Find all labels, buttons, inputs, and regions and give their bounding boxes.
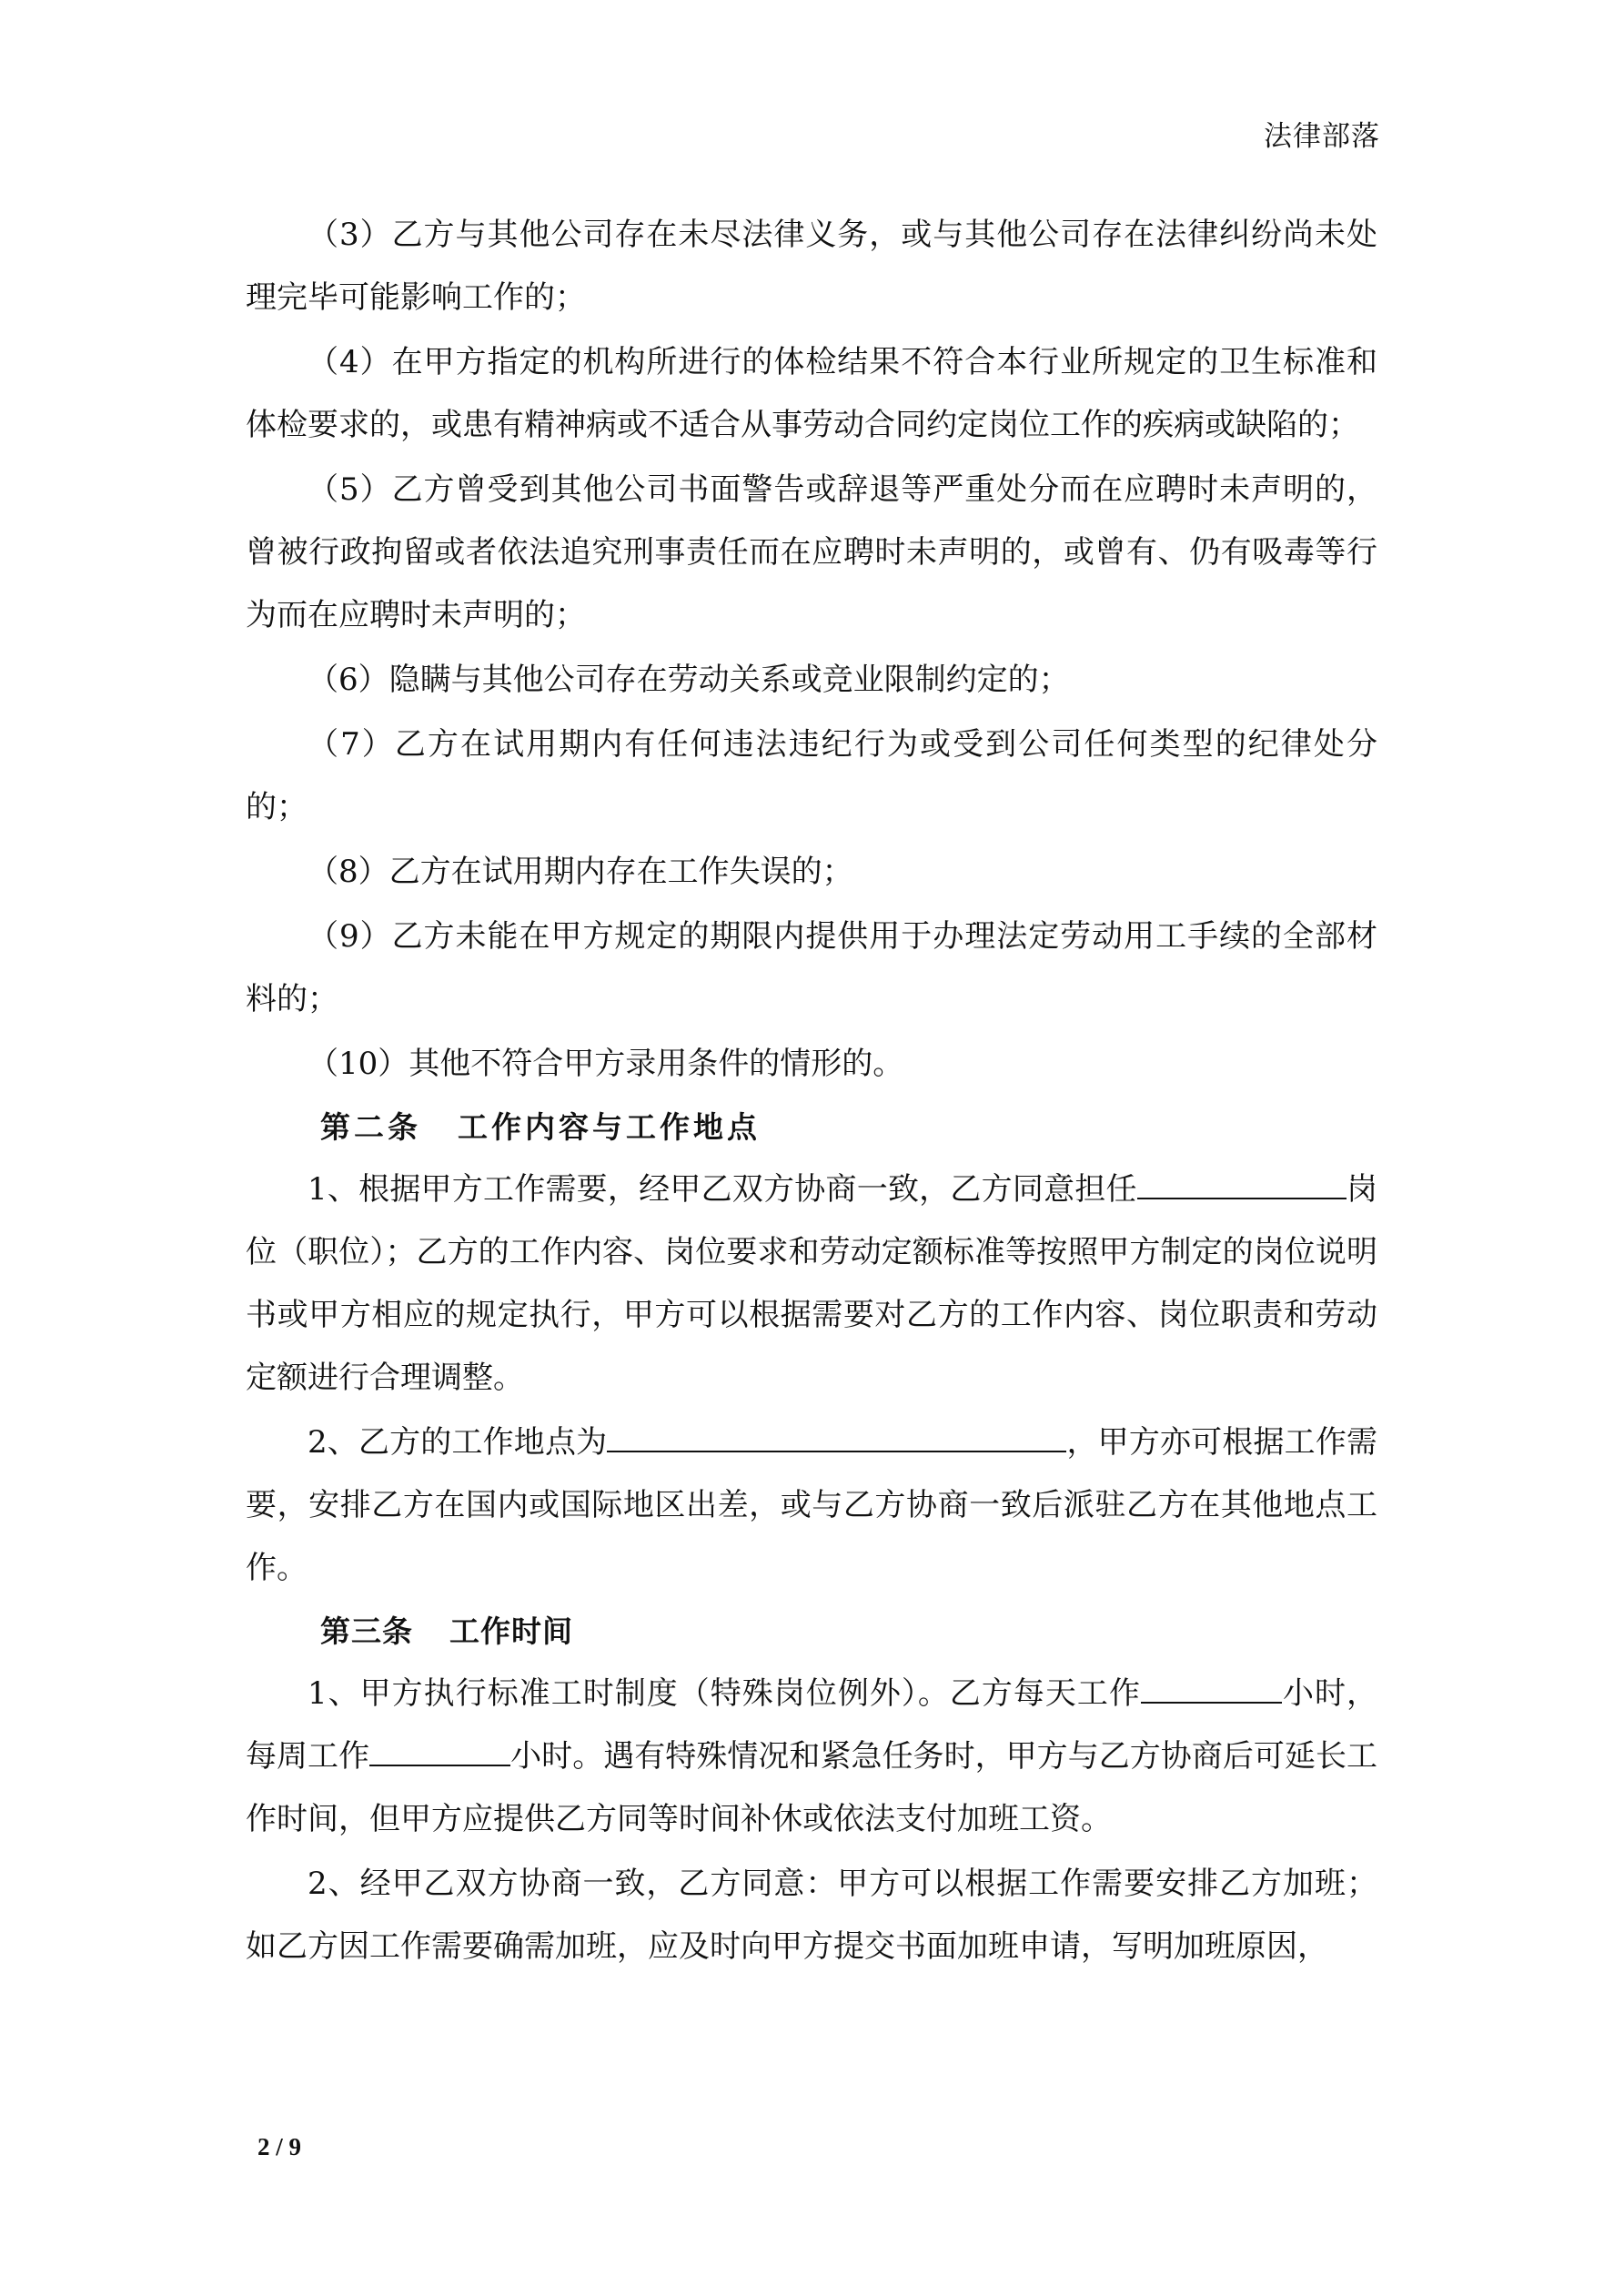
article-2-para-1 bbox=[246, 1158, 1377, 1410]
article-3-heading bbox=[246, 1600, 1377, 1663]
work-location-blank[interactable] bbox=[607, 1423, 1066, 1452]
page-number: 2 / 9 bbox=[257, 2133, 302, 2160]
document-body bbox=[246, 204, 1377, 1978]
list-item-6: （6）隐瞒与其他公司存在劳动关系或竞业限制约定的； bbox=[308, 662, 1070, 698]
article-2-heading bbox=[246, 1096, 1377, 1158]
header-brand: 法律部落 bbox=[1264, 120, 1380, 153]
article-2-para-1-text-b: 岗位（职位）；乙方的工作内容、岗位要求和劳动定额标准等按照甲方制定的岗位说明书或甲方相应的规定执行，甲方可以根据需要对乙方的工作内容、岗位职责和劳动定额进行合理调整。 bbox=[246, 1171, 1377, 1396]
article-3-title: 工作时间 bbox=[449, 1613, 573, 1649]
article-3-para-1-text-b: 小时，每周工作 bbox=[246, 1675, 1378, 1775]
article-3-para-1-text-c: 小时。遇有特殊情况和紧急任务时，甲方与乙方协商后可延长工作时间，但甲方应提供乙方同等时间补休或依法支付加班工资。 bbox=[246, 1738, 1377, 1837]
list-item-5: （5）乙方曾受到其他公司书面警告或辞退等严重处分而在应聘时未声明的，曾被行政拘留或者依法追究刑事责任而在应聘时未声明的，或曾有、仍有吸毒等行为而在应聘时未声明的； bbox=[246, 471, 1377, 633]
article-3-para-1-text-a: 1、甲方执行标准工时制度（特殊岗位例外）。乙方每天工作 bbox=[308, 1675, 1141, 1712]
list-item-7: （7）乙方在试用期内有任何违法违纪行为或受到公司任何类型的纪律处分的； bbox=[246, 726, 1377, 825]
list-item-8: （8）乙方在试用期内存在工作失误的； bbox=[308, 854, 853, 890]
position-blank[interactable] bbox=[1137, 1170, 1347, 1199]
daily-hours-blank[interactable] bbox=[1141, 1674, 1282, 1704]
article-2-title: 工作内容与工作地点 bbox=[458, 1109, 761, 1145]
article-2-para-1-text-a: 1、根据甲方工作需要，经甲乙双方协商一致，乙方同意担任 bbox=[308, 1171, 1137, 1208]
article-3-para-1 bbox=[246, 1663, 1377, 1851]
list-item-3: （3）乙方与其他公司存在未尽法律义务，或与其他公司存在法律纠纷尚未处理完毕可能影响工作的； bbox=[246, 217, 1377, 316]
article-2-para-2 bbox=[246, 1411, 1377, 1600]
weekly-hours-blank[interactable] bbox=[369, 1737, 510, 1766]
article-2-para-2-text-b: ，甲方亦可根据工作需要，安排乙方在国内或国际地区出差，或与乙方协商一致后派驻乙方在其他地点工作。 bbox=[246, 1424, 1377, 1586]
list-item-9: （9）乙方未能在甲方规定的期限内提供用于办理法定劳动用工手续的全部材料的； bbox=[246, 918, 1377, 1017]
article-2-para-2-text-a: 2、乙方的工作地点为 bbox=[308, 1424, 608, 1461]
article-2-number: 第二条 bbox=[320, 1109, 421, 1145]
article-3-para-2: 2、经甲乙双方协商一致，乙方同意：甲方可以根据工作需要安排乙方加班；如乙方因工作需要确需加班，应及时向甲方提交书面加班申请，写明加班原因， bbox=[246, 1866, 1377, 1965]
list-item-10: （10）其他不符合甲方录用条件的情形的。 bbox=[308, 1046, 904, 1082]
article-3-number: 第三条 bbox=[320, 1613, 413, 1649]
list-item-4: （4）在甲方指定的机构所进行的体检结果不符合本行业所规定的卫生标准和体检要求的，或患有精神病或不适合从事劳动合同约定岗位工作的疾病或缺陷的； bbox=[246, 344, 1377, 443]
